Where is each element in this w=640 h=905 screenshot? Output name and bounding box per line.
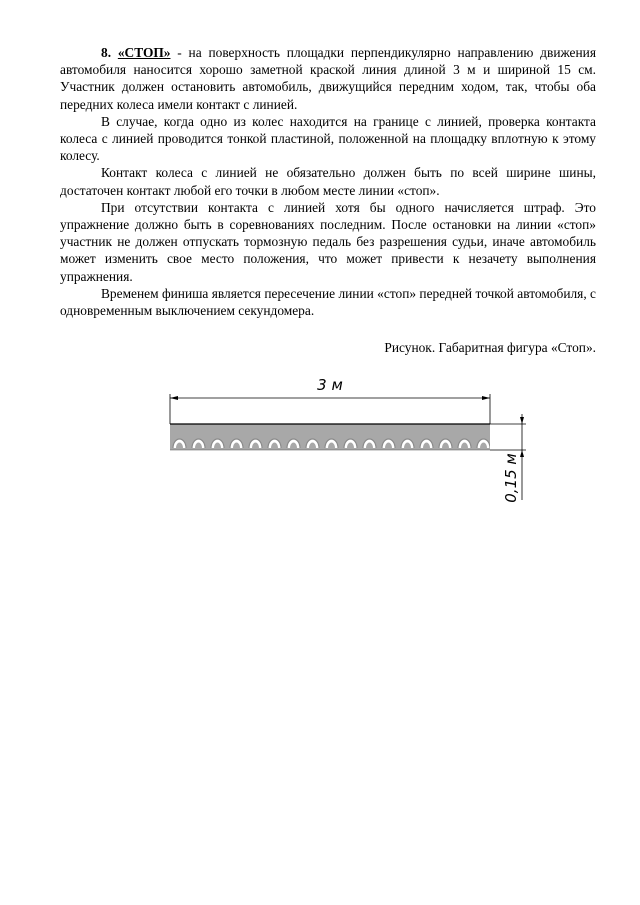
document-text <box>60 44 596 319</box>
paragraph: Контакт колеса с линией не обязательно должен быть по всей ширине шины, достаточен контакт любой его точки в любом месте линии «стоп». <box>60 165 596 198</box>
paragraph: При отсутствии контакта с линией хотя бы одного начисляется штраф. Это упражнение должно быть в соревнованиях последним. После остановки на линии «стоп» участник не должен отпускать тормозную педаль без разрешения судьи, иначе автомобиль может изменить свое место положения, что может привести к незачету выполнения упражнения. <box>60 199 596 284</box>
width-arrow-top <box>520 417 524 424</box>
paragraph: В случае, когда одно из колес находится на границе с линией, проверка контакта колеса с линией проводится тонкой пластиной, положенной на площадку вплотную к этому колесу. <box>60 113 596 164</box>
section-title: «СТОП» <box>117 45 171 60</box>
stop-line-stripe <box>170 424 490 450</box>
width-dimension <box>490 414 526 503</box>
section-intro: - на поверхность площадки перпендикулярно направлению движения автомобиля наносится хорошо заметной краской линия длиной 3 м и шириной 15 см. Участник должен остановить автомобиль, движущийся передним ходом, так, чтобы оба передних колеса имели контакт с линией. <box>60 45 596 112</box>
length-label: 3 м <box>317 376 343 394</box>
figure-caption: Рисунок. Габаритная фигура «Стоп». <box>384 340 596 355</box>
length-arrow-right <box>482 396 490 400</box>
length-arrow-left <box>170 396 178 400</box>
paragraph: Временем финиша является пересечение линии «стоп» передней точкой автомобиля, с одновременным выключением секундомера. <box>60 285 596 319</box>
length-dimension <box>170 376 490 424</box>
width-arrow-bottom <box>520 450 524 457</box>
section-8-paragraph <box>60 44 596 113</box>
stop-line-figure <box>160 370 540 510</box>
stop-line <box>170 424 490 450</box>
width-label: 0,15 м <box>502 453 520 503</box>
section-number: 8. <box>101 45 112 60</box>
